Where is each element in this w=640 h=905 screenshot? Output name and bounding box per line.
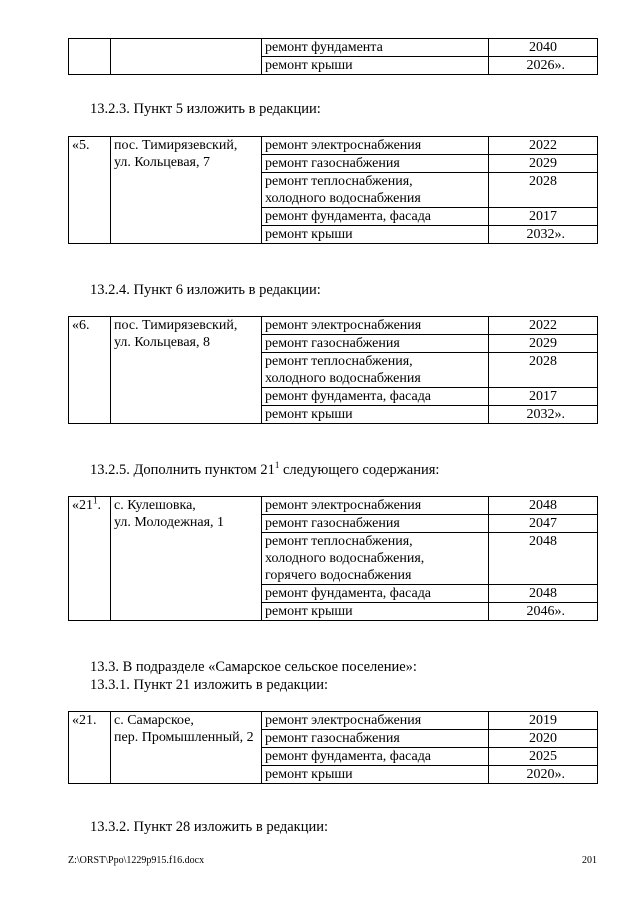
table-cell-year: 2032». (489, 226, 598, 244)
footer-file-path: Z:\ORST\Ppo\1229p915.f16.docx (68, 855, 205, 866)
table-cell-work: ремонт электроснабжения (262, 137, 489, 155)
table-cell-year: 2040 (489, 39, 598, 57)
table-cell-address (111, 39, 262, 75)
address-line: ул. Молодежная, 1 (114, 515, 225, 530)
table-cell-number: «21. (69, 712, 111, 784)
table-cell-work: ремонт фундамента, фасада (262, 388, 489, 406)
table-cell-year: 2048 (489, 497, 598, 515)
table-cell-year: 2019 (489, 712, 598, 730)
table-cell-work: ремонт крыши (262, 406, 489, 424)
table-cell-address (111, 497, 262, 621)
table-row (69, 317, 598, 335)
table-cell-year: 2026». (489, 57, 598, 75)
address-line: с. Самарское, (114, 713, 194, 728)
page-number: 201 (582, 855, 597, 866)
address-line: пос. Тимирязевский, (114, 138, 238, 153)
table-cell-work: ремонт крыши (262, 226, 489, 244)
table-cell-year: 2048 (489, 533, 598, 585)
address-line: ул. Кольцевая, 8 (114, 335, 210, 350)
table-cell-year: 2029 (489, 335, 598, 353)
table-cell-work: ремонт фундамента (262, 39, 489, 57)
table-cell-work: ремонт крыши (262, 57, 489, 75)
table-item-5 (68, 136, 598, 244)
table-cell-work (262, 533, 489, 585)
table-cell-year: 2047 (489, 515, 598, 533)
table-cell-work: ремонт электроснабжения (262, 712, 489, 730)
table-cell-year: 2020 (489, 730, 598, 748)
work-line: холодного водоснабжения (265, 191, 421, 206)
address-line: пос. Тимирязевский, (114, 318, 238, 333)
table-cell-year: 2017 (489, 208, 598, 226)
table-cell-number (69, 39, 111, 75)
table-cell-year: 2025 (489, 748, 598, 766)
paragraph-text: 13.2.5. Дополнить пунктом 21 (90, 462, 275, 478)
table-cell-year: 2048 (489, 585, 598, 603)
table-cell-year: 2028 (489, 173, 598, 208)
table-cell-year: 2017 (489, 388, 598, 406)
table-cell-work: ремонт газоснабжения (262, 515, 489, 533)
work-line: холодного водоснабжения (265, 371, 421, 386)
address-line: с. Кулешовка, (114, 498, 196, 513)
table-cell-number (69, 497, 111, 621)
table-cell-address (111, 712, 262, 784)
paragraph: 13.3.2. Пункт 28 изложить в редакции: (90, 819, 329, 835)
work-line: ремонт теплоснабжения, (265, 534, 413, 549)
table-cell-address (111, 317, 262, 424)
table-item-6 (68, 316, 598, 424)
table-cell-work: ремонт газоснабжения (262, 335, 489, 353)
table-cell-year: 2028 (489, 353, 598, 388)
table-cell-work: ремонт фундамента, фасада (262, 208, 489, 226)
table-cell-work: ремонт газоснабжения (262, 730, 489, 748)
table-item-21-1 (68, 496, 598, 621)
work-line: горячего водоснабжения (265, 568, 412, 583)
table-cell-work: ремонт фундамента, фасада (262, 748, 489, 766)
paragraph: 13.3. В подразделе «Самарское сельское поселение»: (90, 659, 417, 675)
table-cell-work (262, 353, 489, 388)
table-cell-work: ремонт крыши (262, 603, 489, 621)
superscript: 1 (274, 460, 280, 471)
table-cell-year: 2022 (489, 137, 598, 155)
paragraph: 13.3.1. Пункт 21 изложить в редакции: (90, 677, 329, 693)
table-row (69, 712, 598, 730)
address-line: пер. Промышленный, 2 (114, 730, 254, 745)
number-end: . (97, 498, 101, 513)
paragraph-text: следующего содержания: (279, 462, 440, 478)
superscript: 1 (93, 495, 98, 506)
table-cell-address (111, 137, 262, 244)
paragraph: 13.2.3. Пункт 5 изложить в редакции: (90, 101, 321, 117)
table-cell-work: ремонт газоснабжения (262, 155, 489, 173)
table-cell-work: ремонт электроснабжения (262, 497, 489, 515)
paragraph (90, 461, 439, 479)
table-row (69, 39, 598, 57)
table-cell-number: «6. (69, 317, 111, 424)
table-cell-year: 2032». (489, 406, 598, 424)
address-line: ул. Кольцевая, 7 (114, 155, 210, 170)
number-text: «21 (72, 498, 93, 513)
table-item-21 (68, 711, 598, 784)
table-cell-year: 2046». (489, 603, 598, 621)
table-cell-year: 2029 (489, 155, 598, 173)
work-line: ремонт теплоснабжения, (265, 174, 413, 189)
table-cell-work: ремонт крыши (262, 766, 489, 784)
work-line: холодного водоснабжения, (265, 551, 425, 566)
work-line: ремонт теплоснабжения, (265, 354, 413, 369)
table-row (69, 497, 598, 515)
table-cell-work: ремонт электроснабжения (262, 317, 489, 335)
table-cell-year: 2022 (489, 317, 598, 335)
table-continuation (68, 38, 598, 75)
table-row (69, 137, 598, 155)
paragraph: 13.2.4. Пункт 6 изложить в редакции: (90, 282, 321, 298)
table-cell-number: «5. (69, 137, 111, 244)
table-cell-year: 2020». (489, 766, 598, 784)
table-cell-work (262, 173, 489, 208)
table-cell-work: ремонт фундамента, фасада (262, 585, 489, 603)
